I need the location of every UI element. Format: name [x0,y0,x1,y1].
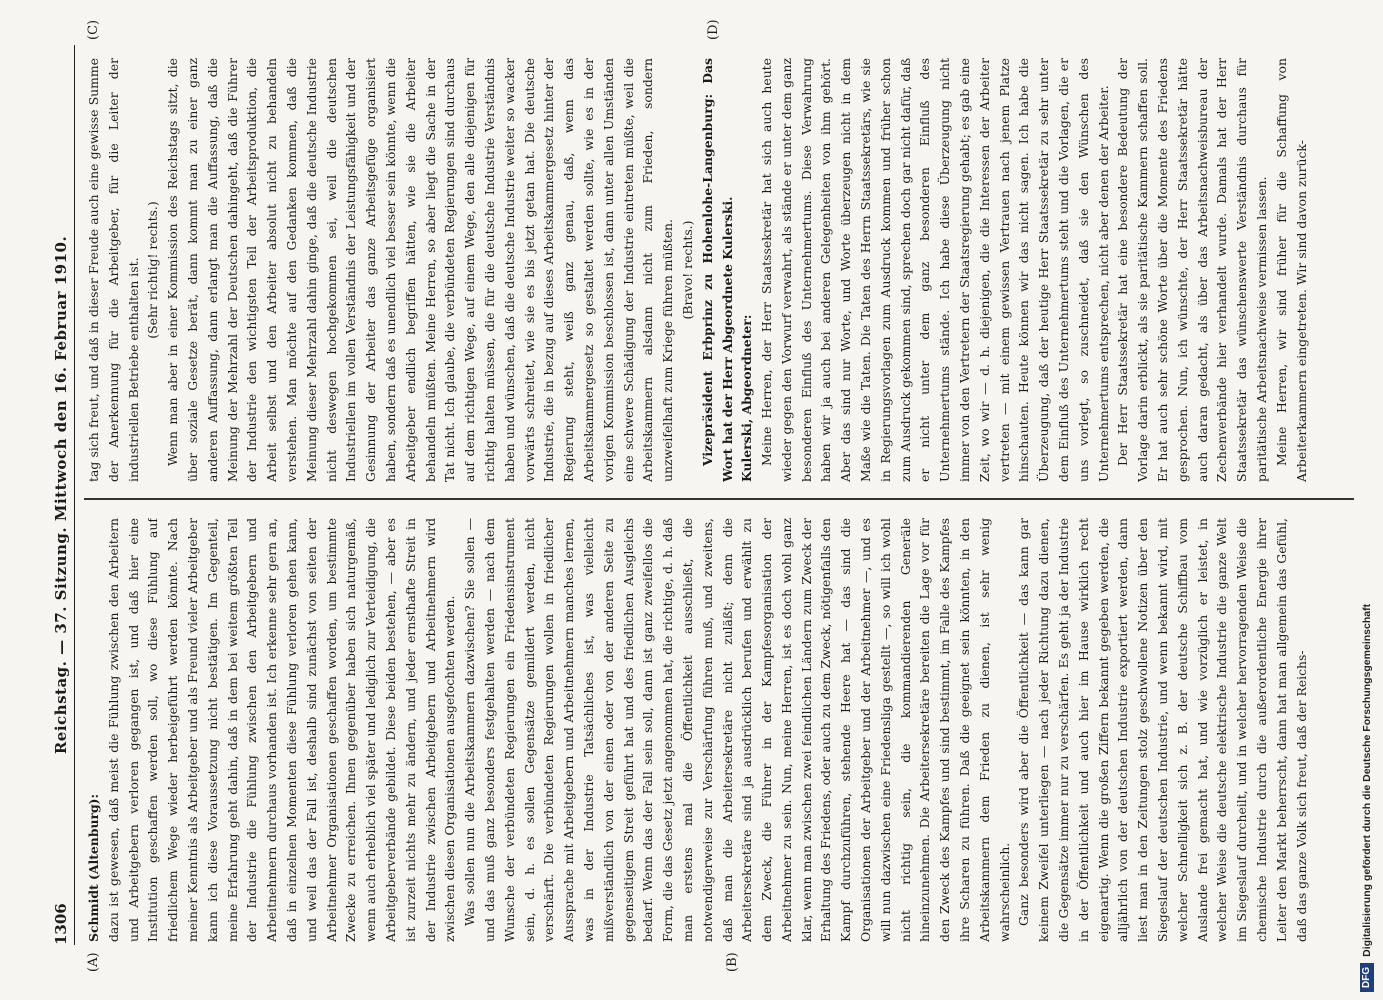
right-column [84,58,1354,482]
paragraph: Wenn man aber in einer Kommission des Reichstags sitzt, die über soziale Gesetze berät, dann kommt man zu einer ganz anderen Auffassung, dann erlangt man die Auffassung, daß die Meinung der Mehrzahl der Deutschen dahingeht, daß die Führer der Industrie den wichtigsten Teil der Arbeitsproduktion, die Arbeit selbst und den Arbeiter absolut nicht zu behandeln verstehen. Man möchte auf den Gedanken kommen, daß die Meinung dieser Mehrzahl dahin ginge, daß die deutsche Industrie nicht deswegen hochgekommen sei, weil die deutschen Industriellen im vollen Verständnis der Leistungsfähigkeit und der Gesinnung der Arbeiter das ganze Arbeitsgefüge organisiert haben, sondern daß es unendlich viel besser sein könnte, wenn die Arbeitgeber endlich begriffen hätten, wie sie die Arbeiter behandeln müßten. Meine Herren, so aber liegt die Sache in der Tat nicht. Ich glaube, die verbündeten Regierungen sind durchaus auf dem richtigen Wege, auf einem Wege, den alle diejenigen für richtig halten müssen, die für die deutsche Industrie Verständnis haben und wünschen, daß die deutsche Industrie weiter so wacker vorwärts schreitet, wie sie es bis jetzt getan hat. Die deutsche Industrie, die in bezug auf dieses Arbeitskammergesetz hinter der Regierung steht, weiß ganz genau, daß, wenn das Arbeitskammergesetz so gestaltet werden sollte, wie es in der vorigen Kommission beschlossen ist, dann unter allen Umständen eine schwere Schädigung der Industrie eintreten müßte, weil die Arbeitskammern alsdann nicht zum Frieden, sondern unzweifelhaft zum Kriege führen müßten. [165,58,676,482]
paragraph: Der Herr Staatssekretär hat eine besondere Bedeutung der Vorlage darin erblickt, als sie paritätische Kammern schaffen soll. Er hat auch sehr schöne Worte über die Momente des Friedens gesprochen. Nun, ich wünschte, der Herr Staatssekretär hätte auch daran gedacht, als über das Arbeitsnachweisbureau der Zechenverbände hier verhandelt wurde. Damals hat der Herr Staatssekretär das wünschenswerte Verständnis durchaus für paritätische Arbeitsnachweise vermissen lassen. [1115,58,1270,482]
running-title: Reichstag. — 37. Sitzung. Mittwoch den 16. Februar 1910. [52,235,70,755]
speaker-line: Schmidt (Altenburg): [86,793,101,942]
paragraph: dazu ist gewesen, daß meist die Fühlung zwischen den Arbeitern und Arbeitgebern verloren gegangen ist, und daß hier eine Institution geschaffen werden soll, wo diese Fühlung auf friedlichem Wege wieder herbeigeführt werden könnte. Nach meiner Kenntnis als Arbeitgeber und als Freund vieler Arbeitgeber kann ich diese Voraussetzung nicht bestätigen. Im Gegenteil, meine Erfahrung geht dahin, daß in dem bei weitem größten Teil der Industrie die Fühlung zwischen den Arbeitgebern und Arbeitnehmern durchaus vorhanden ist. Ich erkenne sehr gern an, daß in einzelnen Momenten diese Fühlung verloren gehen kann, und weil das der Fall ist, deshalb sind zunächst von seiten der Arbeitnehmer Organisationen geschaffen worden, um bestimmte Zwecke zu erreichen. Ihnen gegenüber haben sich naturgemäß, wenn auch erheblich viel später und lediglich zur Verteidigung, die Arbeitgeberverbände gebildet. Diese beiden bestehen, — aber es ist zurzeit nichts mehr zu ändern, und jeder ernsthafte Streit in der Industrie zwischen Arbeitgebern und Arbeitnehmern wird zwischen diesen Organisationen ausgefochten werden. [105,518,458,942]
margin-marker-a: (A) [86,952,101,972]
president-line: Vizepräsident Erbprinz zu Hohenlohe-Langenburg: Das Wort hat der Herr Abgeordnete Kulerski. [699,58,735,482]
page-header [50,45,75,945]
column-divider [84,499,1354,501]
digitization-text: Digitalisierung gefördert durch die Deutsche Forschungsgemeinschaft [1361,603,1373,957]
margin-marker-c: (C) [86,19,101,40]
margin-marker-b: (B) [725,952,740,972]
second-speaker: Kulerski, Abgeordneter: [739,314,755,482]
interjection: (Sehr richtig! rechts.) [145,201,161,339]
paragraph: Meine Herren, wir sind früher für die Schaffung von Arbeiterkammern eingetreten. Wir sind davon zurück- [1273,58,1309,482]
interjection: (Bravo! rechts.) [679,220,695,320]
dfg-logo-icon: DFG [1360,963,1374,992]
margin-marker-d: (D) [706,19,721,40]
digitization-note [1356,8,1378,992]
paragraph: tag sich freut, und daß in dieser Freude auch eine gewisse Summe der Anerkennung für die Arbeitgeber, für die Leiter der industriellen Betriebe enthalten ist. [86,58,141,482]
page-number: 1306 [52,903,70,945]
left-column [84,518,1354,942]
paragraph: Meine Herren, der Herr Staatssekretär hat sich auch heute wieder gegen den Vorwurf verwahrt, als stände er unter dem ganz besonderen Einfluß des Unternehmertums. Diese Verwahrung haben wir ja auch bei anderen Gelegenheiten von ihm gehört. Aber das sind nur Worte, und Worte überzeugen nicht in dem Maße wie die Taten. Die Taten des Herrn Staatssekretärs, wie sie in Regierungsvorlagen zum Ausdruck kommen und früher schon zum Ausdruck gekommen sind, sprechen doch gar nicht dafür, daß er nicht unter dem ganz besonderen Einfluß des Unternehmertums stände. Ich habe diese Überzeugung nicht immer von den Vertretern der Staatsregierung gehabt; es gab eine Zeit, wo wir — d. h. diejenigen, die die Interessen der Arbeiter vertreten — mit einem gewissen Vertrauen nach jenem Platze hinschauten. Heute können wir das nicht sagen. Ich habe die Überzeugung, daß der heutige Herr Staatssekretär zu sehr unter dem Einfluß des Unternehmertums steht und die Vorlagen, die er uns vorlegt, so zuschneidet, daß sie den Wünschen des Unternehmertums entsprechen, nicht aber denen der Arbeiter. [759,58,1111,482]
paragraph: Ganz besonders wird aber die Öffentlichkeit — das kann gar keinem Zweifel unterliegen — nach jeder Richtung dazu dienen, die Gegensätze immer nur zu verschärfen. Es geht ja der Industrie in der Öffentlichkeit und auch hier im Hause wirklich recht eigenartig. Wenn die großen Ziffern bekannt gegeben werden, die alljährlich von der deutschen Industrie exportiert werden, dann liest man in den Zeitungen stolz geschwollene Notizen über den Siegeslauf der deutschen Industrie, und wenn bekannt wird, mit welcher Schnelligkeit sich z. B. der deutsche Schiffbau vom Auslande frei gemacht hat, und wie vorzüglich er leistet, in welcher Weise die deutsche elektrische Industrie die ganze Welt im Siegeslauf durcheilt, und in welcher hervorragenden Weise die chemische Industrie durch die außerordentliche Energie ihrer Leiter den Markt beherrscht, dann hat man allgemein das Gefühl, daß das ganze Volk sich freut, daß der Reichs- [1016,518,1309,942]
paragraph: Was sollen nun die Arbeitskammern dazwischen? Sie sollen — und das muß ganz besonders festgehalten werden — nach dem Wunsche der verbündeten Regierungen ein Friedensinstrument sein, d. h. es sollen Gegensätze gemildert werden, nicht verschärft. Die verbündeten Regierungen wollen in friedlicher Aussprache mit Arbeitgebern und Arbeitnehmern manches lernen, was in der Industrie Tatsächliches ist, was vielleicht mißverständlich von der einen oder von der anderen Seite zu gegenseitigem Streit geführt hat und des friedlichen Ausgleichs bedarf. Wenn das der Fall sein soll, dann ist ganz zweifellos die Form, die das Gesetz jetzt angenommen hat, die richtige, d. h. daß man erstens mal die Öffentlichkeit ausschließt, die notwendigerweise zur Verschärfung führen muß, und zweitens, daß man die Arbeitersekretäre nicht zuläßt; denn die Arbeitersekretäre sind ja ausdrücklich berufen und erwählt zu dem Zweck, die Führer in der Kampfesorganisation der Arbeitnehmer zu sein. Nun, meine Herren, ist es doch wohl ganz klar, wenn man zwischen zwei feindlichen Ländern zum Zweck der Erhaltung des Friedens, oder auch zu dem Zweck, nötigenfalls den Kampf durchzuführen, stehende Heere hat — das sind die Organisationen der Arbeitgeber und der Arbeitnehmer —, und es will nun dazwischen eine Friedensliga gestellt —, so will ich wohl nicht richtig sein, die kommandierenden Generäle hineinzunehmen. Die Arbeitersekretäre bereiten die Lage vor für den Zweck des Kampfes und sind bestimmt, im Falle des Kampfes ihre Scharen zu führen. Daß die geeignet sein könnten, in den Arbeitskammern dem Frieden zu dienen, ist sehr wenig wahrscheinlich. [462,518,1012,942]
